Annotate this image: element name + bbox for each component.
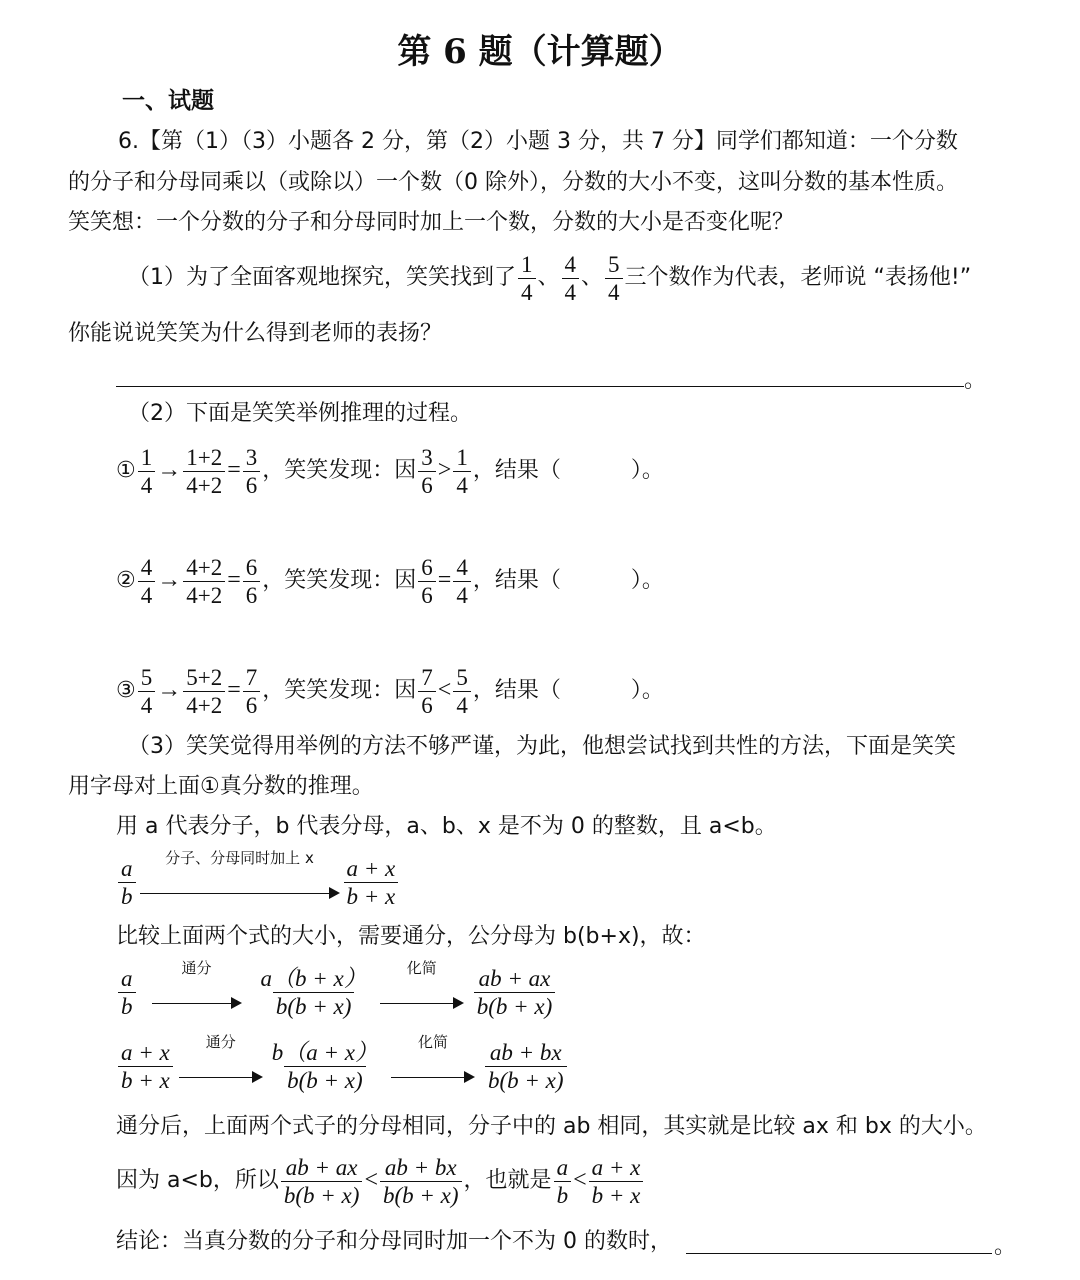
arrow-symbol: → — [157, 457, 182, 483]
section-heading: 一、试题 — [122, 88, 214, 114]
page-title: 第 6 题（计算题） — [397, 32, 683, 72]
q3-derivation-1 — [116, 849, 400, 912]
q1-line — [128, 246, 971, 310]
q3-line-6 — [116, 1150, 645, 1211]
q1-line-2: 你能说说笑笑为什么得到老师的表扬？ — [68, 321, 443, 346]
d1-arrow: 分子、分母同时加上 x — [140, 862, 340, 902]
q1-suffix: 三个数作为代表，老师说 “表扬他!” — [624, 265, 972, 290]
d3-frac-b: $\frac{b(a + x)}{b(b + x)}$ — [271, 1039, 378, 1093]
result-close: ）。 — [630, 678, 664, 703]
circled-3: ③ — [116, 678, 136, 703]
q2-row-1 — [116, 436, 664, 505]
row2-frac-c: $\frac{6}{6}$ — [243, 554, 261, 609]
line6-frac-2: $\frac{ab + bx}{b(b + x)}$ — [380, 1154, 462, 1209]
row1-frac-d: $\frac{3}{6}$ — [418, 444, 436, 499]
arrow-symbol: → — [157, 567, 182, 593]
d3-arrow-1: 通分 — [179, 1046, 263, 1086]
row2-frac-d: $\frac{6}{6}$ — [418, 554, 436, 609]
arrow-symbol: → — [157, 677, 182, 703]
d2-frac-c: $\frac{ab + ax}{b(b + x)}$ — [474, 965, 556, 1020]
compare-symbol: < — [437, 677, 452, 703]
row2-frac-b: $\frac{4+2}{4+2}$ — [183, 554, 225, 609]
d2-arrow-2: 化简 — [380, 972, 464, 1012]
equals-symbol: = — [227, 457, 241, 483]
circled-2: ② — [116, 568, 136, 593]
intro-line-3: 笑笑想：一个分数的分子和分母同时加上一个数，分数的大小是否变化呢？ — [68, 210, 795, 235]
row3-frac-e: $\frac{5}{4}$ — [453, 664, 471, 719]
result-text: ，结果（ — [472, 678, 561, 703]
line6-mid: ，也就是 — [463, 1168, 552, 1193]
q1-fraction-2: $\frac{4}{4}$ — [562, 251, 580, 306]
row1-frac-b: $\frac{1+2}{4+2}$ — [183, 444, 225, 499]
q1-sep-1: 、 — [537, 265, 560, 290]
row1-frac-a: $\frac{1}{4}$ — [138, 444, 156, 499]
d3-frac-a: $\frac{a + x}{b + x}$ — [118, 1039, 173, 1094]
q3-line-5: 通分后，上面两个式子的分母相同，分子中的 ab 相同，其实就是比较 ax 和 bx 的大小。 — [116, 1114, 987, 1139]
row2-frac-a: $\frac{4}{4}$ — [138, 554, 156, 609]
row1-frac-c: $\frac{3}{6}$ — [243, 444, 261, 499]
less-than-symbol: < — [573, 1167, 587, 1193]
row3-frac-a: $\frac{5}{4}$ — [138, 664, 156, 719]
d2-frac-b: $\frac{a(b + x)}{b(b + x)}$ — [260, 965, 367, 1019]
row3-frac-b: $\frac{5+2}{4+2}$ — [183, 664, 225, 719]
d1-frac-a: $\frac{a}{b}$ — [118, 855, 136, 910]
q3-line-3: 用 a 代表分子，b 代表分母，a、b、x 是不为 0 的整数，且 a<b。 — [116, 814, 777, 839]
line6-prefix: 因为 a<b，所以 — [116, 1168, 279, 1193]
q1-fraction-3: $\frac{5}{4}$ — [605, 251, 623, 306]
equals-symbol: = — [227, 677, 241, 703]
result-text: ，结果（ — [472, 458, 561, 483]
row2-frac-e: $\frac{4}{4}$ — [453, 554, 471, 609]
row1-frac-e: $\frac{1}{4}$ — [453, 444, 471, 499]
q2-row-3 — [116, 656, 664, 725]
intro-line-2: 的分子和分母同乘以（或除以）一个数（0 除外），分数的大小不变，这叫分数的基本性质。 — [68, 170, 958, 195]
q3-line-4: 比较上面两个式的大小，需要通分，公分母为 b(b+x)，故： — [116, 924, 706, 949]
q1-sep-2: 、 — [581, 265, 604, 290]
result-close: ）。 — [630, 458, 664, 483]
row3-frac-d: $\frac{7}{6}$ — [418, 664, 436, 719]
q1-prefix: （1）为了全面客观地探究，笑笑找到了 — [128, 265, 516, 290]
d3-arrow-2: 化简 — [391, 1046, 475, 1086]
q1-fraction-1: $\frac{1}{4}$ — [518, 251, 536, 306]
circled-1: ① — [116, 458, 136, 483]
q3-line-2: 用字母对上面①真分数的推理。 — [68, 774, 374, 799]
found-text: ，笑笑发现：因 — [262, 678, 417, 703]
result-text: ，结果（ — [472, 568, 561, 593]
d3-frac-c: $\frac{ab + bx}{b(b + x)}$ — [485, 1039, 567, 1094]
d2-arrow-1: 通分 — [152, 972, 242, 1012]
q1-period: 。 — [964, 368, 987, 393]
found-text: ，笑笑发现：因 — [262, 458, 417, 483]
intro-line-1: 6.【第（1）（3）小题各 2 分，第（2）小题 3 分，共 7 分】同学们都知道：一个分数 — [118, 129, 958, 154]
compare-symbol: = — [437, 567, 452, 593]
conclusion-answer-blank[interactable] — [686, 1253, 992, 1254]
q1-answer-blank[interactable] — [116, 386, 964, 387]
line6-frac-3: $\frac{a}{b}$ — [554, 1154, 572, 1209]
equals-symbol: = — [227, 567, 241, 593]
result-close: ）。 — [630, 568, 664, 593]
compare-symbol: > — [437, 457, 452, 483]
line6-frac-1: $\frac{ab + ax}{b(b + x)}$ — [281, 1154, 363, 1209]
d2-frac-a: $\frac{a}{b}$ — [118, 965, 136, 1020]
conclusion: 结论：当真分数的分子和分母同时加一个不为 0 的数时， — [116, 1229, 672, 1254]
row3-frac-c: $\frac{7}{6}$ — [243, 664, 261, 719]
q2-heading: （2）下面是笑笑举例推理的过程。 — [128, 401, 472, 426]
found-text: ，笑笑发现：因 — [262, 568, 417, 593]
d1-frac-b: $\frac{a + x}{b + x}$ — [344, 855, 399, 910]
q3-derivation-3 — [116, 1033, 569, 1096]
line6-frac-4: $\frac{a + x}{b + x}$ — [589, 1154, 644, 1209]
q3-line-1: （3）笑笑觉得用举例的方法不够严谨，为此，他想尝试找到共性的方法，下面是笑笑 — [128, 734, 956, 759]
q2-row-2 — [116, 546, 664, 615]
less-than-symbol: < — [364, 1167, 378, 1193]
conclusion-period: 。 — [994, 1234, 1017, 1259]
